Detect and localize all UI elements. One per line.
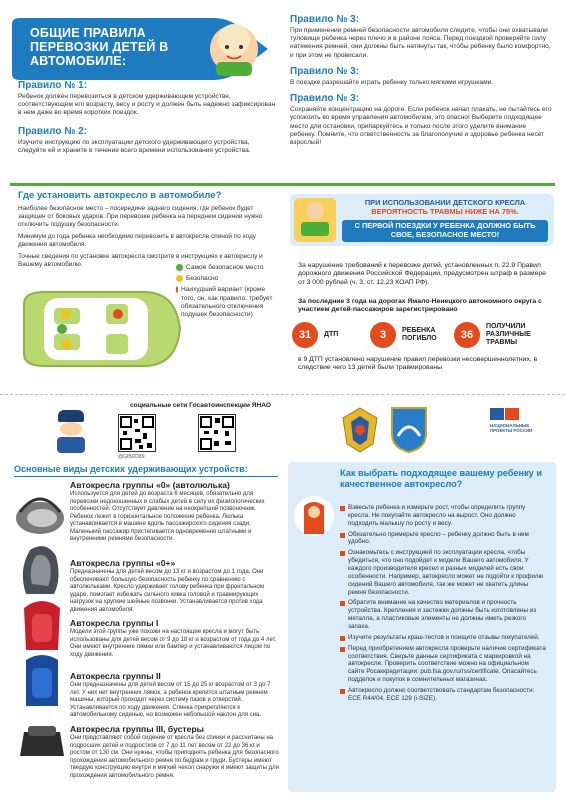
- legend-label: Самое безопасное место: [186, 264, 264, 271]
- left-rules: [18, 80, 276, 155]
- logo-text: НАЦИОНАЛЬНЫЕ ПРОЕКТЫ РОССИИ: [490, 423, 533, 434]
- where-p1: Наиболее безопасное место – посередине заднего сидения, где ребенок будет защищен от боковых ударов. При перевозке ребенка на переднем сидении нужно отключить подушку безопасности.: [18, 205, 263, 228]
- qr-code-icon[interactable]: [198, 414, 236, 452]
- legend: [176, 264, 276, 319]
- gibdd-emblem-icon: [340, 406, 380, 454]
- seats-rule: [14, 476, 278, 477]
- where-heading: Где установить автокресло в автомобиле?: [18, 190, 222, 201]
- legend-label: Безопасно: [186, 275, 219, 283]
- stats-row: [292, 322, 554, 348]
- national-projects-logo-icon: [490, 408, 540, 452]
- legend-item: [176, 275, 276, 283]
- rule-text: В поездке разрешайте играть ребенку только мягкими игрушками.: [290, 78, 494, 86]
- seat-text: Предназначены для детей весом до 13 кг и возрастом до 1 года. Они обеспечивают большую безопасность ребенку по сравнению с автолюльками. Кресло удерживает голову ребенка при фронтальном ударе, помогает избежать сильного кивка головой и травмирующих нагрузок на хрупкие шейные позвонки. Устанавливается против хода движения автомобиля.: [70, 569, 264, 613]
- fold-line: [0, 394, 565, 395]
- fine-text: За нарушение требований к перевозке детей, установленных п. 22.9 Правил дорожного движения Российской Федерации, предусмотрен штраф в размере от 3 000 рублей (ч. 3, ст. 12.23 КОАП РФ).: [298, 262, 546, 286]
- yamal-emblem-icon: [388, 404, 430, 454]
- seat-group: [70, 558, 280, 614]
- rule-heading: Правило № 3:: [290, 65, 360, 77]
- choose-item: Автокресло должно соответствовать стандартам безопасности: ECE R44/04, ECE 129 (i-SIZE).: [348, 687, 535, 702]
- rule-heading: Правило № 3:: [290, 14, 360, 25]
- rule-text: Сохраняйте концентрацию на дороге. Если ребенок начал плакать, не пытайтесь его успокоить во время управления автомобилем, это опасно! Выберите подходящее место для остановки, припаркуйтесь и только после этого уделите внимание ребенку. Помните, что ответственность за благополучие и здоровье ребенка несет взрослый!: [290, 106, 552, 147]
- qr-code-icon[interactable]: [118, 414, 156, 452]
- seat-title: Автокресла группы «0+»: [70, 558, 176, 568]
- where-p3: Точные сведения по установке автокресла смотрите в инструкциях к автокреслу и Вашему автомобилю.: [18, 253, 263, 268]
- stats-footnote: в 9 ДТП установлено нарушение правил перевозки несовершеннолетних, в следствие чего 13 детей были травмированы: [298, 356, 538, 372]
- choose-list: [340, 504, 546, 706]
- social-caption: социальные сети Госавтоинспекции ЯНАО: [130, 402, 272, 409]
- choose-item: Обязательно примерьте кресло – ребенку должно быть в нем удобно.: [348, 530, 529, 546]
- seat-title: Автокресла группы I: [70, 618, 159, 628]
- rule-heading: Правило № 3:: [290, 93, 360, 105]
- seat-group: [70, 480, 280, 544]
- divider: [10, 183, 555, 186]
- choose-item: Перед приобретением автокресла проверьте наличие сертификата соответствия. Сверьте данные сертификата с маркировкой на автокресле. Проверить соответствие можно на официальном сайте Росаккредитации: pub.fsa.gov.ru/rss/certificate. Опасайтесь подделок и покупок в сомнительных магазинах.: [348, 644, 546, 684]
- choose-item: Ознакомьтесь с инструкцией по эксплуатации кресла, чтобы убедиться, что оно подойдет к модели Вашего автомобиля. У каждого производителя кресел и разных моделей есть свои особенности. Например, автокресло может не подойти к профилю сидений Вашего автомобиля, так же может не хватить длины ремня безопасности.: [348, 549, 544, 596]
- green-dot-icon: [176, 264, 183, 271]
- choose-item: Взвесьте ребенка и измерьте рост, чтобы определить группу кресла. Не покупайте автокресло на вырост. Оно должно подходить малышу по росту и весу.: [348, 504, 526, 527]
- seat-title: Автокресла группы «0» (автолюлька): [70, 480, 230, 490]
- stat-label: РЕБЕНКА ПОГИБЛО: [402, 327, 437, 342]
- info-line3: С ПЕРВОЙ ПОЕЗДКИ У РЕБЕНКА ДОЛЖНО БЫТЬ СВОЕ, БЕЗОПАСНОЕ МЕСТО!: [342, 220, 548, 242]
- child-seat-group2-icon: [14, 650, 70, 708]
- stat-label: ДТП: [324, 331, 339, 339]
- seat-text: Модели этой группы уже похожи на настоящие кресла и могут быть использованы для детей весом от 9 до 18 кг и возрастом от года до 4 лет. Они имеют внутренние лямки или бампер и устанавливаются лицом по ходу движения.: [70, 629, 277, 658]
- choose-panel: [288, 462, 556, 792]
- rule-heading: Правило № 2:: [18, 125, 88, 137]
- rule-text: При применении ремней безопасности автомобиля следите, чтобы они охватывали туловище ребенка через плечо и в районе пояса. Перед поездкой проверяйте силу натяжения ремней, они должны быть натянуты так, чтобы ребенку было комфортно, и при этом не провисали.: [290, 27, 551, 59]
- rule-heading: Правило № 1:: [18, 80, 88, 91]
- child-car-seat-icon: [294, 494, 334, 538]
- car-diagram: [14, 286, 184, 372]
- infant-carrier-icon: [12, 482, 68, 540]
- legend-label: Наихудший вариант (кроме того, он, как правило, требует обязательного отключения подушек безопасности): [180, 286, 273, 319]
- rule-text: Ребенок должен перевозиться в детском удерживающем устройстве, соответствующем его возрасту, весу и росту и должен быть надежно зафиксирован в нем даже во время коротких поездок.: [18, 93, 276, 117]
- stat-value: 36: [454, 322, 480, 348]
- seat-group: [70, 618, 280, 659]
- seat-text: Они предназначены для детей весом от 15 до 25 кг возрастом от 3 до 7 лет. У них нет внутренних лямок, а ребенок крепится штатным ремнем машины, который проходит через систему пазов и отверстий. Устанавливается по ходу движения. Спинка прикрепляется к автомобильному сиденью, но возможен небольшой наклон для сна.: [70, 682, 271, 718]
- seat-group: [70, 724, 280, 780]
- seats-heading: Основные виды детских удерживающих устройств:: [14, 464, 248, 474]
- info-box: [290, 194, 554, 246]
- where-section: [18, 190, 276, 269]
- social-handle: @GIBDD89: [118, 454, 145, 460]
- booster-seat-icon: [14, 710, 70, 762]
- choose-item: Изучите результаты краш-тестов и поищите отзывы покупателей.: [348, 633, 540, 641]
- seat-title: Автокресла группы III, бустеры: [70, 724, 204, 734]
- stat-value: 31: [292, 322, 318, 348]
- info-line1: ПРИ ИСПОЛЬЗОВАНИИ ДЕТСКОГО КРЕСЛА: [364, 198, 526, 207]
- legend-item: [176, 264, 276, 272]
- police-mascot-icon: [54, 410, 88, 454]
- banner-title: ОБЩИЕ ПРАВИЛА ПЕРЕВОЗКИ ДЕТЕЙ В АВТОМОБИЛЕ:: [30, 26, 169, 68]
- seat-text: Они представляют собой сидение от кресла без спинки и рассчитаны на подросших детей и подростков от 7 до 11 лет весом от 22 до 36 кг и ростом от 130 см. Они нужны, чтобы приподнять ребенка для безопасного прохождения автомобильного ремня по бедрам и груди. Бустеры имеют твердую конструкцию внутри и мягкий чехол снаружи и имеют защиты для прохождения автомобильного ремня.: [70, 735, 279, 779]
- red-dot-icon: [176, 286, 178, 293]
- seat-text: Используется для детей до возраста 6 месяцев, обязательно для перевозки недоношенных и слабых детей в силу их физиологических особенностей. Отсутствует давление на неокрепший позвоночник. Ребенок лежит в горизонтальное положение ребенка. Люлька устанавливается в машине вдоль пассажирского сидения сзади. Маленький пассажир пристегивается одновременно штатными и внутренними ремнями безопасности.: [70, 491, 265, 542]
- child-seat-group1-icon: [14, 594, 70, 652]
- stats-heading: За последние 3 года на дорогах Ямало-Ненецкого автономного округа с участием детей-пассажиров зарегистрировано: [298, 298, 542, 314]
- seat-title: Автокресла группы II: [70, 671, 161, 681]
- yellow-dot-icon: [176, 275, 183, 282]
- choose-heading: Как выбрать подходящее вашему ребенку и качественное автокресло?: [340, 468, 542, 489]
- rule-text: Изучите инструкцию по эксплуатации детского удерживающего устройства, следуйте ей и храните в течение всего времени использования устройства.: [18, 138, 251, 154]
- stat-label: ПОЛУЧИЛИ РАЗЛИЧНЫЕ ТРАВМЫ: [486, 323, 531, 346]
- seat-group: [70, 671, 280, 720]
- choose-item: Обратите внимание на качество материалов и прочность устройства. Крепления и застежки должны быть изготовлены из металла, а пластиковые элементы не должны иметь резкого запаха.: [348, 599, 537, 631]
- right-rules: [290, 14, 552, 147]
- legend-item: [176, 286, 276, 319]
- infant-seat-icon: [12, 540, 68, 598]
- info-line2: ВЕРОЯТНОСТЬ ТРАВМЫ НИЖЕ НА 75%.: [371, 206, 519, 216]
- banner: [12, 18, 268, 78]
- where-p2: Минимум до года ребенка необходимо перевозить в автокресле спиной по ходу движения автомобиля.: [18, 233, 257, 248]
- stat-value: 3: [370, 322, 396, 348]
- child-seat-icon: [294, 198, 336, 242]
